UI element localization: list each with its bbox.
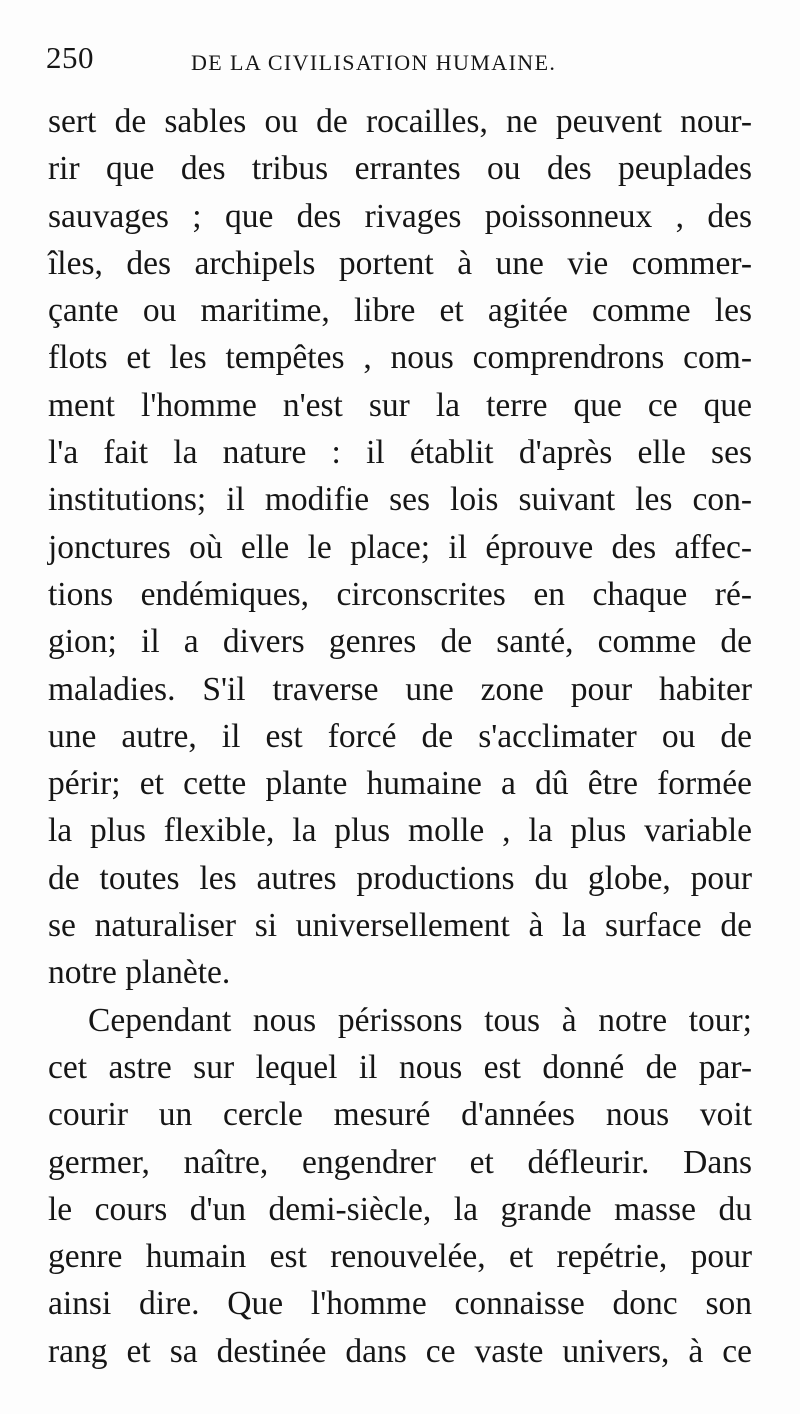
- paragraph-2: [48, 997, 752, 1375]
- text-line: germer, naître, engendrer et défleurir. Dans: [48, 1143, 752, 1181]
- page-header: [46, 40, 766, 80]
- paragraph-1: [48, 98, 752, 997]
- text-line: de toutes les autres productions du globe, pour: [48, 859, 752, 897]
- text-line: la plus flexible, la plus molle , la plus variable: [48, 812, 752, 850]
- page-number: 250: [46, 40, 94, 75]
- text-line: Cependant nous périssons tous à notre tour;: [88, 1001, 752, 1039]
- text-line: institutions; il modifie ses lois suivant les con-: [48, 481, 752, 519]
- text-line: ainsi dire. Que l'homme connaisse donc son: [48, 1285, 752, 1323]
- text-line: périr; et cette plante humaine a dû être formée: [48, 765, 752, 803]
- text-line: rir que des tribus errantes ou des peuplades: [48, 150, 752, 188]
- body-text: [48, 98, 752, 1375]
- text-line: sauvages ; que des rivages poissonneux , des: [48, 197, 752, 235]
- text-line: l'a fait la nature : il établit d'après elle ses: [48, 434, 752, 472]
- text-line: maladies. S'il traverse une zone pour habiter: [48, 670, 752, 708]
- text-line: jonctures où elle le place; il éprouve des affec-: [48, 528, 752, 566]
- text-line: genre humain est renouvelée, et repétrie, pour: [48, 1238, 752, 1276]
- text-line: tions endémiques, circonscrites en chaque ré-: [48, 575, 752, 613]
- text-line: se naturaliser si universellement à la surface de: [48, 907, 752, 945]
- text-line: courir un cercle mesuré d'années nous voit: [48, 1096, 752, 1134]
- text-line: rang et sa destinée dans ce vaste univers, à ce: [48, 1332, 752, 1370]
- text-line: gion; il a divers genres de santé, comme de: [48, 623, 752, 661]
- text-line: le cours d'un demi-siècle, la grande masse du: [48, 1190, 752, 1228]
- text-line: sert de sables ou de rocailles, ne peuvent nour-: [48, 103, 752, 140]
- text-line: une autre, il est forcé de s'acclimater ou de: [48, 717, 752, 755]
- text-line: cet astre sur lequel il nous est donné de par-: [48, 1048, 752, 1086]
- text-line: notre planète.: [48, 954, 231, 992]
- running-title: DE LA CIVILISATION HUMAINE.: [191, 50, 557, 75]
- text-line: çante ou maritime, libre et agitée comme les: [48, 292, 752, 330]
- text-line: ment l'homme n'est sur la terre que ce que: [48, 386, 752, 424]
- text-line: flots et les tempêtes , nous comprendrons com-: [48, 339, 752, 377]
- text-line: îles, des archipels portent à une vie commer-: [48, 244, 752, 282]
